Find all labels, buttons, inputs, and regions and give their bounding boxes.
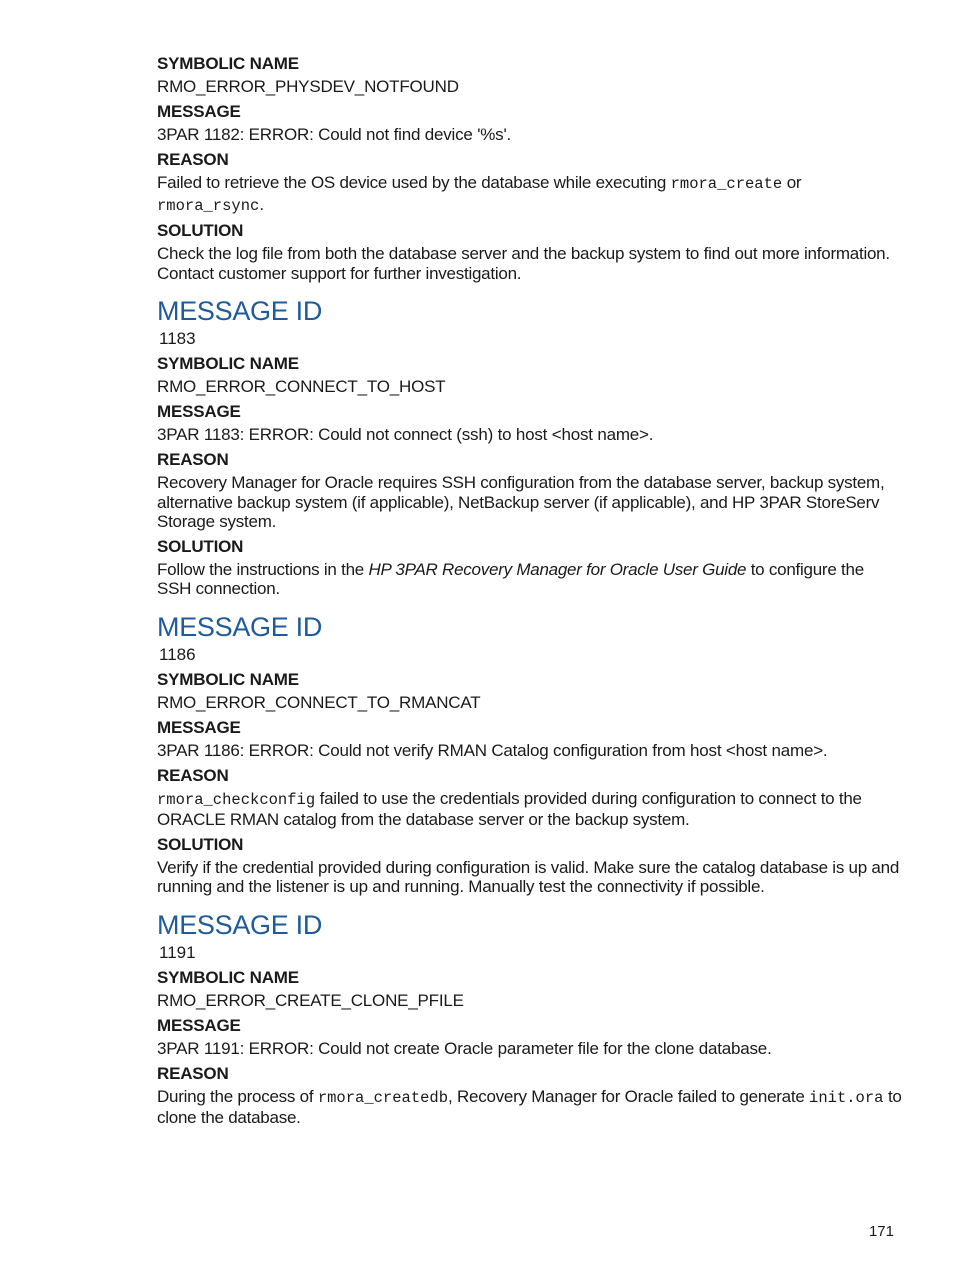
symbolic-name-value: RMO_ERROR_CONNECT_TO_HOST: [157, 377, 446, 396]
message-id-value: 1183: [159, 329, 196, 348]
symbolic-name-value: RMO_ERROR_CONNECT_TO_RMANCAT: [157, 692, 481, 712]
symbolic-name-value: RMO_ERROR_PHYSDEV_NOTFOUND: [157, 77, 459, 96]
code-rmora-rsync: rmora_rsync: [157, 196, 260, 215]
symbolic-name-label: SYMBOLIC NAME: [157, 669, 299, 689]
message-entry-1183: [157, 295, 902, 599]
message-label: MESSAGE: [157, 717, 241, 737]
reason-label: REASON: [157, 150, 229, 169]
code-rmora-createdb: rmora_createdb: [317, 1088, 449, 1107]
solution-text: Verify if the credential provided during configuration is valid. Make sure the catalog database is up and running and the listener is up and running. Manually test the connectivity if possible.: [157, 857, 900, 896]
code-init-ora: init.ora: [809, 1088, 884, 1107]
reason-text: Failed to retrieve the OS device used by the database while executing rmora_create or rmora_rsync.: [157, 173, 802, 215]
reason-text: Recovery Manager for Oracle requires SSH configuration from the database server, backup system, alternative backup system (if applicable), NetBackup server (if applicable), and HP 3PAR StoreServ Storage system.: [157, 473, 885, 531]
symbolic-name-label: SYMBOLIC NAME: [157, 967, 299, 987]
message-label: MESSAGE: [157, 1015, 241, 1035]
message-label: MESSAGE: [157, 102, 241, 121]
reason-text: During the process of rmora_createdb, Recovery Manager for Oracle failed to generate init.ora to clone the database.: [157, 1086, 902, 1127]
symbolic-name-value: RMO_ERROR_CREATE_CLONE_PFILE: [157, 990, 464, 1010]
code-rmora-create: rmora_create: [670, 175, 783, 193]
message-entry-1186: [157, 611, 902, 897]
message-id-value: 1191: [159, 942, 196, 962]
reason-label: REASON: [157, 1063, 229, 1083]
message-entry-1191: [157, 909, 902, 1128]
solution-text: Check the log file from both the database server and the backup system to find out more information. Contact customer support for further investigation.: [157, 244, 890, 283]
message-id-heading: MESSAGE ID: [157, 611, 323, 642]
solution-label: SOLUTION: [157, 536, 244, 556]
message-id-heading: MESSAGE ID: [157, 909, 323, 940]
message-value: 3PAR 1182: ERROR: Could not find device '%s'.: [157, 125, 512, 144]
message-value: 3PAR 1191: ERROR: Could not create Oracle parameter file for the clone database.: [157, 1038, 772, 1058]
solution-label: SOLUTION: [157, 834, 244, 854]
solution-label: SOLUTION: [157, 221, 244, 240]
solution-text: Follow the instructions in the HP 3PAR Recovery Manager for Oracle User Guide to configure the SSH connection.: [157, 559, 864, 598]
symbolic-name-label: SYMBOLIC NAME: [157, 354, 299, 373]
page-number: 171: [868, 1223, 894, 1240]
reason-label: REASON: [157, 450, 229, 469]
message-entry-1182: [157, 53, 902, 283]
message-label: MESSAGE: [157, 402, 241, 421]
code-rmora-checkconfig: rmora_checkconfig: [157, 790, 316, 809]
page-content: [157, 53, 902, 1128]
message-id-value: 1186: [159, 644, 196, 664]
message-id-heading: MESSAGE ID: [157, 296, 323, 326]
symbolic-name-label: SYMBOLIC NAME: [157, 54, 299, 73]
message-value: 3PAR 1183: ERROR: Could not connect (ssh) to host <host name>.: [157, 425, 654, 444]
guide-title: HP 3PAR Recovery Manager for Oracle User Guide: [368, 559, 747, 579]
message-value: 3PAR 1186: ERROR: Could not verify RMAN Catalog configuration from host <host name>.: [157, 740, 828, 760]
reason-label: REASON: [157, 765, 229, 785]
reason-text: rmora_checkconfig failed to use the credentials provided during configuration to connect to the ORACLE RMAN catalog from the database server or the backup system.: [157, 788, 862, 829]
